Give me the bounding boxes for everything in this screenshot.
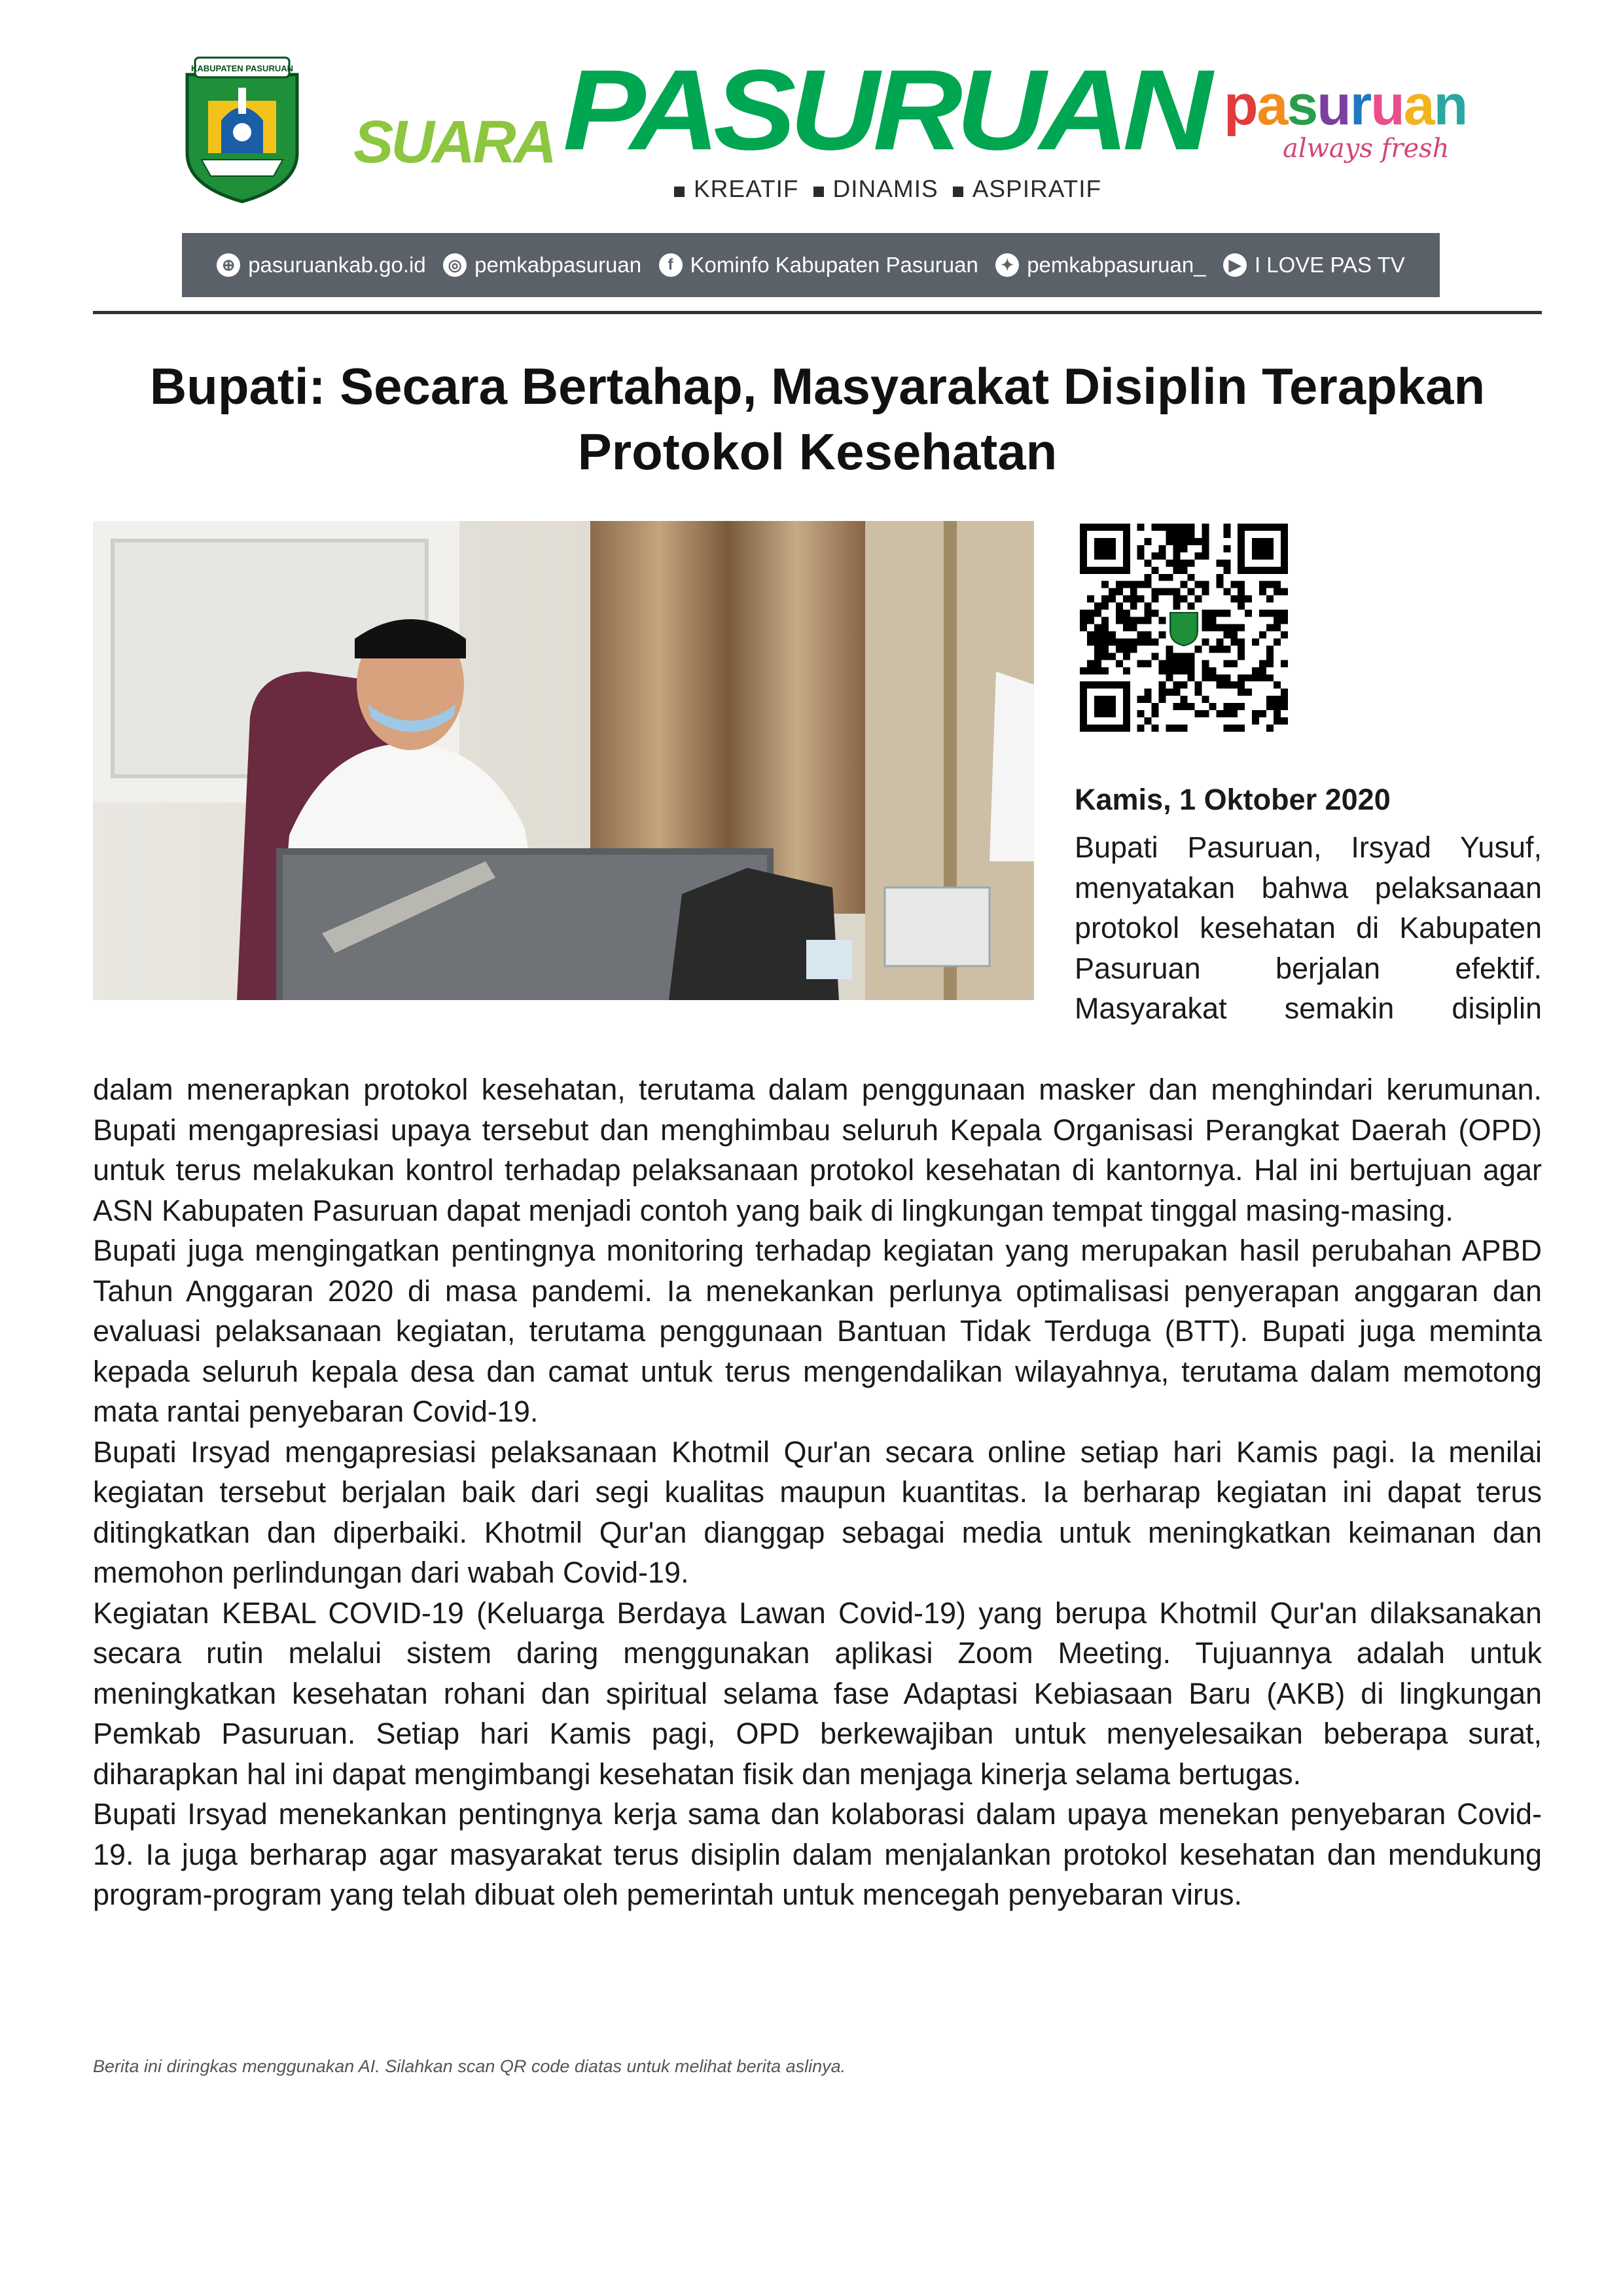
- social-link-label: pemkabpasuruan: [474, 253, 642, 277]
- header-divider: [93, 311, 1542, 314]
- suara-pasuruan-logo: [347, 46, 1206, 175]
- article-paragraph: Bupati juga mengingatkan pentingnya monitoring terhadap kegiatan yang merupakan hasil perubahan APBD Tahun Anggaran 2020 di masa pandemi. Ia menekankan perlunya optimalisasi penyerapan anggaran dan evaluasi pelaksanaan kegiatan, terutama penggunaan Bantuan Tidak Terduga (BTT). Bupati juga meminta kepada seluruh kepala desa dan camat untuk terus mengendalikan wilayahnya, terutama dalam memotong mata rantai penyebaran Covid-19.: [93, 1234, 1542, 1428]
- regency-crest-logo: [182, 55, 302, 204]
- tourism-logo-letter: a: [1403, 74, 1434, 137]
- article-paragraph: dalam menerapkan protokol kesehatan, terutama dalam penggunaan masker dan menghindari kerumunan. Bupati mengapresiasi upaya tersebut dan menghimbau seluruh Kepala Organisasi Perangkat Daerah (OPD) untuk terus melakukan kontrol terhadap pelaksanaan protokol kesehatan di kantornya. Hal ini bertujuan agar ASN Kabupaten Pasuruan dapat menjadi contoh yang baik di lingkungan tempat tinggal masing-masing.: [93, 1073, 1542, 1227]
- article-paragraph: Bupati Irsyad mengapresiasi pelaksanaan Khotmil Qur'an secara online setiap hari Kamis pagi. Ia menilai kegiatan tersebut berjalan baik dari segi kualitas maupun kuantitas. Ia berharap kegiatan ini dapat terus ditingkatkan dan diperbaiki. Khotmil Qur'an dianggap sebagai media untuk meningkatkan keimanan dan memohon perlindungan dari wabah Covid-19.: [93, 1435, 1542, 1589]
- tourism-logo-letter: p: [1224, 74, 1257, 137]
- social-link-label: pasuruankab.go.id: [248, 253, 426, 277]
- tourism-logo-letter: n: [1433, 74, 1467, 137]
- social-link-facebook[interactable]: [659, 253, 978, 278]
- social-links-bar: [182, 233, 1440, 297]
- instagram-icon: ◎: [443, 253, 467, 277]
- article-title: [93, 353, 1542, 484]
- tourism-logo-letter: a: [1257, 74, 1287, 137]
- brand-tagline: [674, 175, 1101, 203]
- tourism-logo-letter: u: [1370, 74, 1404, 137]
- tagline-item: KREATIF: [674, 175, 799, 203]
- ai-summary-footnote: Berita ini diringkas menggunakan AI. Silahkan scan QR code diatas untuk melihat berita aslinya.: [93, 2056, 846, 2076]
- article-paragraph: Bupati Irsyad menekankan pentingnya kerja sama dan kolaborasi dalam upaya menekan penyebaran Covid-19. Ia juga berharap agar masyarakat terus disiplin dalam menjalankan protokol kesehatan dan mendukung program-program yang telah dibuat oleh pemerintah untuk mencegah penyebaran virus.: [93, 1797, 1542, 1911]
- youtube-icon: ▶: [1223, 253, 1247, 277]
- tagline-item: DINAMIS: [813, 175, 938, 203]
- article-qr-code[interactable]: [1080, 524, 1288, 732]
- article-title-line: Protokol Kesehatan: [577, 423, 1058, 480]
- article-paragraph: Kegiatan KEBAL COVID-19 (Keluarga Berdaya Lawan Covid-19) yang berupa Khotmil Qur'an dilaksanakan secara rutin melalui sistem daring menggunakan aplikasi Zoom Meeting. Tujuannya adalah untuk meningkatkan kesehatan rohani dan spiritual selama fase Adaptasi Kebiasaan Baru (AKB) di lingkungan Pemkab Pasuruan. Setiap hari Kamis pagi, OPD berkewajiban untuk menyelesaikan beberapa surat, diharapkan hal ini dapat mengimbangi kesehatan fisik dan menjaga kinerja selama bertugas.: [93, 1596, 1542, 1791]
- social-link-instagram[interactable]: [443, 253, 641, 278]
- article-photo: [93, 521, 1034, 1000]
- brand-pasuruan-text: PASURUAN: [563, 46, 1206, 174]
- article-title-line: Bupati: Secara Bertahap, Masyarakat Disiplin Terapkan: [149, 357, 1486, 415]
- globe-icon: ⊕: [217, 253, 240, 277]
- crest-text: KABUPATEN PASURUAN: [191, 63, 293, 73]
- article-paragraph-intro: Bupati Pasuruan, Irsyad Yusuf, menyatakan bahwa pelaksanaan protokol kesehatan di Kabupaten Pasuruan berjalan efektif. Masyarakat semakin disiplin: [1075, 831, 1542, 1025]
- tagline-item: ASPIRATIF: [953, 175, 1101, 203]
- tourism-logo-letter: u: [1317, 74, 1350, 137]
- social-link-website[interactable]: [217, 253, 426, 278]
- tourism-logo-letter: s: [1287, 74, 1317, 137]
- article-date: Kamis, 1 Oktober 2020: [1075, 783, 1391, 816]
- article-body: [93, 1069, 1542, 1915]
- tourism-logo-sub: always fresh: [1283, 134, 1450, 164]
- social-link-youtube[interactable]: [1223, 253, 1405, 278]
- social-link-label: pemkabpasuruan_: [1027, 253, 1206, 277]
- social-link-label: Kominfo Kabupaten Pasuruan: [690, 253, 978, 277]
- facebook-icon: f: [659, 253, 683, 277]
- tourism-logo-letter: r: [1349, 74, 1371, 137]
- social-link-label: I LOVE PAS TV: [1254, 253, 1405, 277]
- tourism-logo-word: [1224, 73, 1467, 138]
- brand-suara-text: SUARA: [353, 109, 555, 175]
- social-link-twitter[interactable]: [995, 253, 1205, 278]
- pasuruan-tourism-logo: [1224, 73, 1467, 178]
- twitter-icon: ✦: [995, 253, 1019, 277]
